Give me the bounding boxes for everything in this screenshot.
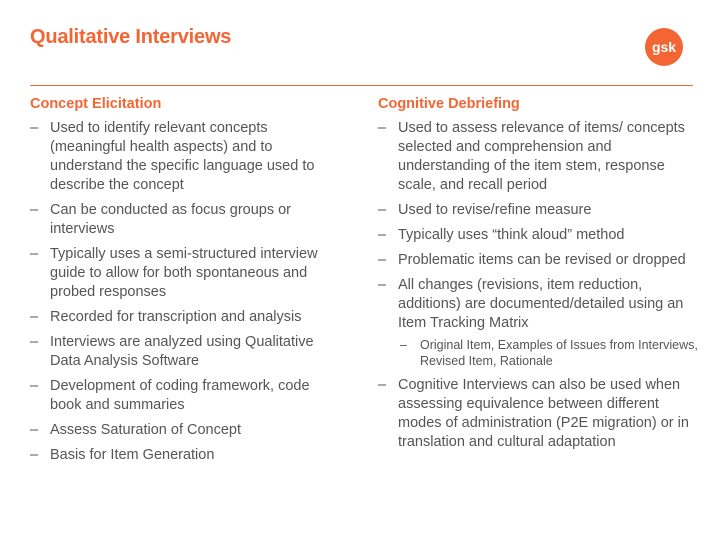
list-item xyxy=(30,119,350,195)
bullet-text: Used to identify relevant concepts (meaningful health aspects) and to understand the specific language used to describe the concept xyxy=(50,120,315,193)
bullet-text: Problematic items can be revised or dropped xyxy=(398,252,686,268)
bullet-text: All changes (revisions, item reduction, additions) are documented/detailed using an Item Tracking Matrix xyxy=(398,277,684,331)
bullet-text: Basis for Item Generation xyxy=(50,447,215,463)
dash-marker: – xyxy=(378,252,387,268)
list-item xyxy=(378,201,698,220)
bullet-text: Development of coding framework, code book and summaries xyxy=(50,378,310,413)
dash-marker: – xyxy=(30,246,39,262)
dash-marker: – xyxy=(378,202,387,218)
list-item xyxy=(30,446,350,465)
bullet-text: Typically uses “think aloud” method xyxy=(398,227,625,243)
bullet-text: Used to assess relevance of items/ concepts selected and comprehension and understanding of the item stem, response scale, and recall period xyxy=(398,120,685,193)
list-item xyxy=(30,308,350,327)
concept-elicitation-column xyxy=(30,95,350,471)
dash-marker: – xyxy=(378,377,387,393)
bullet-text: Can be conducted as focus groups or interviews xyxy=(50,202,292,237)
list-item xyxy=(378,119,698,195)
dash-marker: – xyxy=(30,202,39,218)
dash-marker: – xyxy=(378,120,387,136)
cognitive-debriefing-heading: Cognitive Debriefing xyxy=(378,96,520,112)
concept-elicitation-heading: Concept Elicitation xyxy=(30,96,162,112)
bullet-text: Interviews are analyzed using Qualitative Data Analysis Software xyxy=(50,334,314,369)
list-item xyxy=(378,276,698,333)
dash-marker: – xyxy=(30,447,39,463)
dash-marker: – xyxy=(30,120,39,136)
cognitive-debriefing-column xyxy=(378,95,698,458)
bullet-text: Cognitive Interviews can also be used when assessing equivalence between different modes of administration (P2E migration) or in translation and cultural adaptation xyxy=(398,377,689,450)
page-title: Qualitative Interviews xyxy=(30,26,232,48)
list-item xyxy=(30,201,350,239)
bullet-text: Recorded for transcription and analysis xyxy=(50,309,302,325)
dash-marker: – xyxy=(378,277,387,293)
dash-marker: – xyxy=(30,334,39,350)
gsk-logo xyxy=(644,27,684,67)
list-item xyxy=(378,376,698,452)
bullet-text: Typically uses a semi-structured interview guide to allow for both spontaneous and probed responses xyxy=(50,246,318,300)
logo-text: gsk xyxy=(651,39,677,55)
concept-elicitation-list xyxy=(30,119,350,465)
list-item xyxy=(30,245,350,302)
bullet-text: Assess Saturation of Concept xyxy=(50,422,242,438)
list-item xyxy=(30,377,350,415)
list-item xyxy=(30,421,350,440)
header-divider xyxy=(30,85,693,86)
list-item xyxy=(30,333,350,371)
sub-list-item xyxy=(378,337,698,369)
sub-bullet-text: Original Item, Examples of Issues from Interviews, Revised Item, Rationale xyxy=(420,338,698,368)
dash-marker: – xyxy=(378,227,387,243)
dash-marker: – xyxy=(30,309,39,325)
bullet-text: Used to revise/refine measure xyxy=(398,202,592,218)
dash-marker: – xyxy=(30,378,39,394)
list-item xyxy=(378,226,698,245)
cognitive-debriefing-list xyxy=(378,119,698,452)
list-item xyxy=(378,251,698,270)
dash-marker: – xyxy=(30,422,39,438)
dash-marker: – xyxy=(400,338,407,352)
